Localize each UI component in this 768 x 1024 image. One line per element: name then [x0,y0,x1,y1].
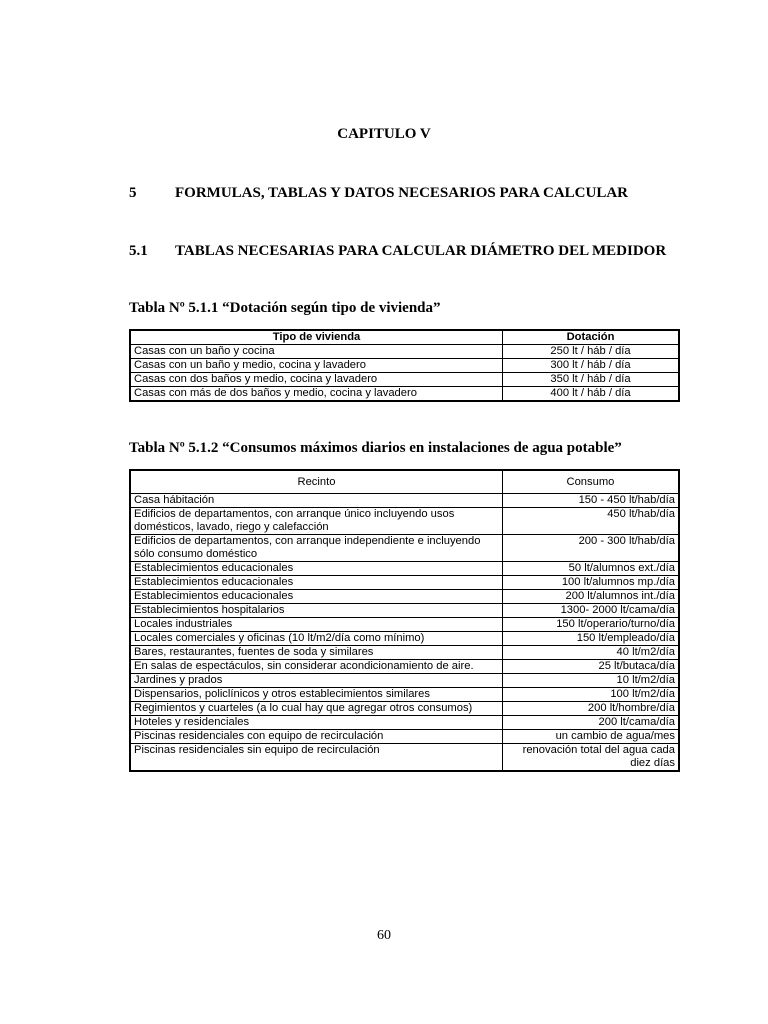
cell-description: Casas con más de dos baños y medio, cocina y lavadero [130,387,503,402]
table-row [130,730,679,744]
table-row [130,618,679,632]
cell-value: 200 lt/cama/día [502,716,679,730]
cell-value: 200 lt/hombre/día [502,702,679,716]
column-header: Dotación [503,330,679,345]
section-title: FORMULAS, TABLAS Y DATOS NECESARIOS PARA CALCULAR [175,185,628,201]
table-header-row [130,330,679,345]
cell-value: 1300- 2000 lt/cama/día [502,604,679,618]
cell-value: 450 lt/hab/día [502,508,679,535]
cell-value: renovación total del agua cada diez días [502,744,679,772]
table-row [130,535,679,562]
table-row [130,494,679,508]
cell-description: Dispensarios, policlínicos y otros establecimientos similares [130,688,502,702]
cell-value: 50 lt/alumnos ext./día [502,562,679,576]
subsection-title: TABLAS NECESARIAS PARA CALCULAR DIÁMETRO DEL MEDIDOR [175,243,667,259]
column-header: Consumo [502,470,679,494]
table2-caption: Tabla Nº 5.1.2 “Consumos máximos diarios en instalaciones de agua potable” [129,440,622,456]
cell-value: 150 lt/operario/turno/día [502,618,679,632]
table-row [130,646,679,660]
table-body [130,345,679,402]
cell-value: 250 lt / háb / día [503,345,679,359]
cell-description: Casas con un baño y cocina [130,345,503,359]
cell-description: Edificios de departamentos, con arranque único incluyendo usos domésticos, lavado, riego y calefacción [130,508,502,535]
cell-value: 200 - 300 lt/hab/día [502,535,679,562]
cell-description: Casa hábitación [130,494,502,508]
column-header: Recinto [130,470,502,494]
column-header: Tipo de vivienda [130,330,503,345]
cell-description: Locales industriales [130,618,502,632]
table-row [130,562,679,576]
table-row [130,373,679,387]
cell-value: 150 lt/empleado/día [502,632,679,646]
cell-description: En salas de espectáculos, sin considerar acondicionamiento de aire. [130,660,502,674]
table-row [130,632,679,646]
table-row [130,576,679,590]
table-row [130,716,679,730]
cell-description: Locales comerciales y oficinas (10 lt/m2/día como mínimo) [130,632,502,646]
cell-value: 200 lt/alumnos int./día [502,590,679,604]
cell-description: Casas con dos baños y medio, cocina y lavadero [130,373,503,387]
table-row [130,359,679,373]
table-dotacion [129,329,680,402]
cell-value: 40 lt/m2/día [502,646,679,660]
table-row [130,688,679,702]
cell-value: un cambio de agua/mes [502,730,679,744]
cell-description: Establecimientos educacionales [130,562,502,576]
table1-caption: Tabla Nº 5.1.1 “Dotación según tipo de vivienda” [129,300,441,316]
cell-value: 300 lt / háb / día [503,359,679,373]
table-row [130,702,679,716]
cell-description: Jardines y prados [130,674,502,688]
table-row [130,744,679,772]
cell-description: Casas con un baño y medio, cocina y lavadero [130,359,503,373]
table-row [130,604,679,618]
table-row [130,660,679,674]
table-consumos [129,469,680,772]
cell-value: 400 lt / háb / día [503,387,679,402]
cell-value: 10 lt/m2/día [502,674,679,688]
table-header-row [130,470,679,494]
cell-description: Bares, restaurantes, fuentes de soda y similares [130,646,502,660]
table-row [130,674,679,688]
cell-description: Piscinas residenciales con equipo de recirculación [130,730,502,744]
subsection-number: 5.1 [129,243,148,259]
cell-value: 350 lt / háb / día [503,373,679,387]
cell-description: Establecimientos educacionales [130,576,502,590]
table-row [130,345,679,359]
cell-description: Edificios de departamentos, con arranque independiente e incluyendo sólo consumo doméstico [130,535,502,562]
cell-description: Establecimientos educacionales [130,590,502,604]
cell-value: 25 lt/butaca/día [502,660,679,674]
cell-description: Regimientos y cuarteles (a lo cual hay que agregar otros consumos) [130,702,502,716]
table-row [130,508,679,535]
cell-value: 150 - 450 lt/hab/día [502,494,679,508]
section-number: 5 [129,185,137,201]
cell-description: Hoteles y residenciales [130,716,502,730]
cell-description: Establecimientos hospitalarios [130,604,502,618]
table-row [130,590,679,604]
cell-value: 100 lt/m2/día [502,688,679,702]
cell-value: 100 lt/alumnos mp./día [502,576,679,590]
table-row [130,387,679,402]
page-number: 60 [377,928,391,943]
chapter-title: CAPITULO V [337,126,431,142]
table-body [130,494,679,772]
cell-description: Piscinas residenciales sin equipo de recirculación [130,744,502,772]
